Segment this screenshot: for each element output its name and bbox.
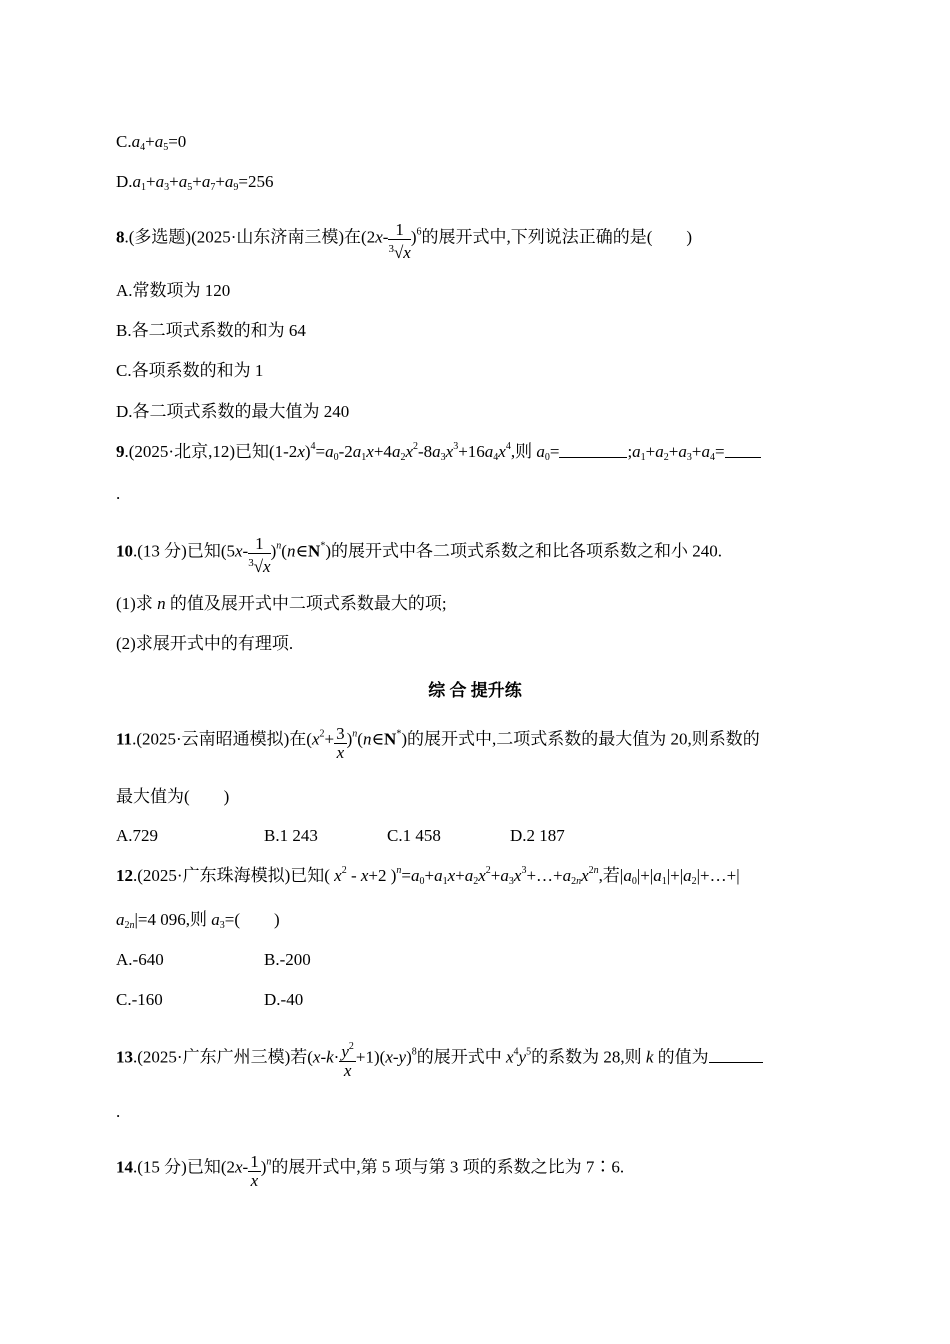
q12-option-c: C.-160 (116, 990, 163, 1009)
q11-line2: 最大值为( ) (116, 787, 230, 806)
q8-option-d: D.各二项式系数的最大值为 240 (116, 402, 350, 421)
q12-options-row1 (116, 950, 311, 970)
q8-option-c: C.各项系数的和为 1 (116, 361, 264, 380)
q12-option-d: D.-40 (264, 990, 304, 1009)
q11-number: 11 (116, 729, 133, 749)
q12-option-b: B.-200 (264, 950, 311, 969)
q11-option-b: B.1 243 (264, 826, 318, 845)
q14-number: 14 (116, 1157, 133, 1177)
q8-fraction: $\frac{1}{^3√x}$ (388, 220, 411, 262)
q8-option-b: B.各二项式系数的和为 64 (116, 321, 306, 340)
q9-number: 9 (116, 442, 125, 461)
q10-number: 10 (116, 541, 133, 561)
q14-fraction: $\frac{1}{x}$ (250, 1152, 259, 1190)
q12-option-a: A.-640 (116, 950, 164, 969)
q12-options-row2 (116, 990, 303, 1010)
q8-number: 8 (116, 227, 125, 247)
section-title: 综 合 提升练 (428, 681, 522, 700)
q10-part2: (2)求展开式中的有理项. (116, 634, 294, 653)
q7-option-d: $D.a_1+a_3+a_5+a_7+a_9=256$ (116, 172, 274, 193)
q11-option-c: C.1 458 (387, 826, 441, 845)
q8-stem: 8.(多选题)(2025·山东济南三模)在(2x- $\frac{1}{^3√x}$ )$^6$的展开式中,下列说法正确的是( ) (116, 220, 693, 262)
q11-options (116, 826, 565, 846)
q12-line2: $a_{2n}|=4$ 096,则 $a_3=$( ) (116, 910, 280, 931)
q9-stem: 9.(2025·北京,12)已知$(1-2x)^4=a_0-2a_1x+4a_2x^2-8a_3x^3+16a_4x^4$,则 $a_0=$ $;a_1+a_2+a_3+a_4=$ (116, 442, 761, 462)
q12-stem: 12.(2025·广东珠海模拟)已知( $x^2 - x+2$ )$^n=a_0+a_1x+a_2x^2+a_3x^3+\dots+a_{2n}x^{2n}$,若$|a_0|+|a_1|+|a_2|+\dots+|$ (116, 865, 740, 887)
q13-tail: . (116, 1102, 121, 1121)
q11-stem: 11.(2025·云南昭通模拟)在($x^2+$ $\frac{3}{x}$ )$^n$(n∈N*)的展开式中,二项式系数的最大值为 20,则系数的 (116, 724, 760, 762)
q10-part1: (1)求 n 的值及展开式中二项式系数最大的项; (116, 594, 447, 613)
q13-stem: 13.(2025·广东广州三模)若(x-k· $\frac{y^2}{x}$ $+1)(x-y)^8$的展开式中 $x^4y^5$的系数为 28,则 k 的值为 (116, 1040, 763, 1077)
q14-stem: 14.(15 分)已知(2x- $\frac{1}{x}$ )$^n$的展开式中,第 5 项与第 3 项的系数之比为 7∶6. (116, 1152, 625, 1190)
q12-number: 12 (116, 866, 133, 885)
q13-number: 13 (116, 1047, 133, 1067)
q10-stem: 10.(13 分)已知(5x- $\frac{1}{^3√x}$ )$^n$(n∈N*)的展开式中各二项式系数之和比各项系数之和小 240. (116, 534, 722, 576)
q7-option-c: $C.a_4+a_5=0$ (116, 132, 187, 153)
q11-option-a: A.729 (116, 826, 159, 845)
q13-fraction: $\frac{y^2}{x}$ (341, 1041, 354, 1080)
q11-fraction: $\frac{3}{x}$ (336, 724, 345, 762)
q8-option-a: A.常数项为 120 (116, 281, 231, 300)
q10-fraction: $\frac{1}{^3√x}$ (248, 534, 271, 576)
q11-option-d: D.2 187 (510, 826, 565, 845)
q9-tail: . (116, 484, 121, 503)
